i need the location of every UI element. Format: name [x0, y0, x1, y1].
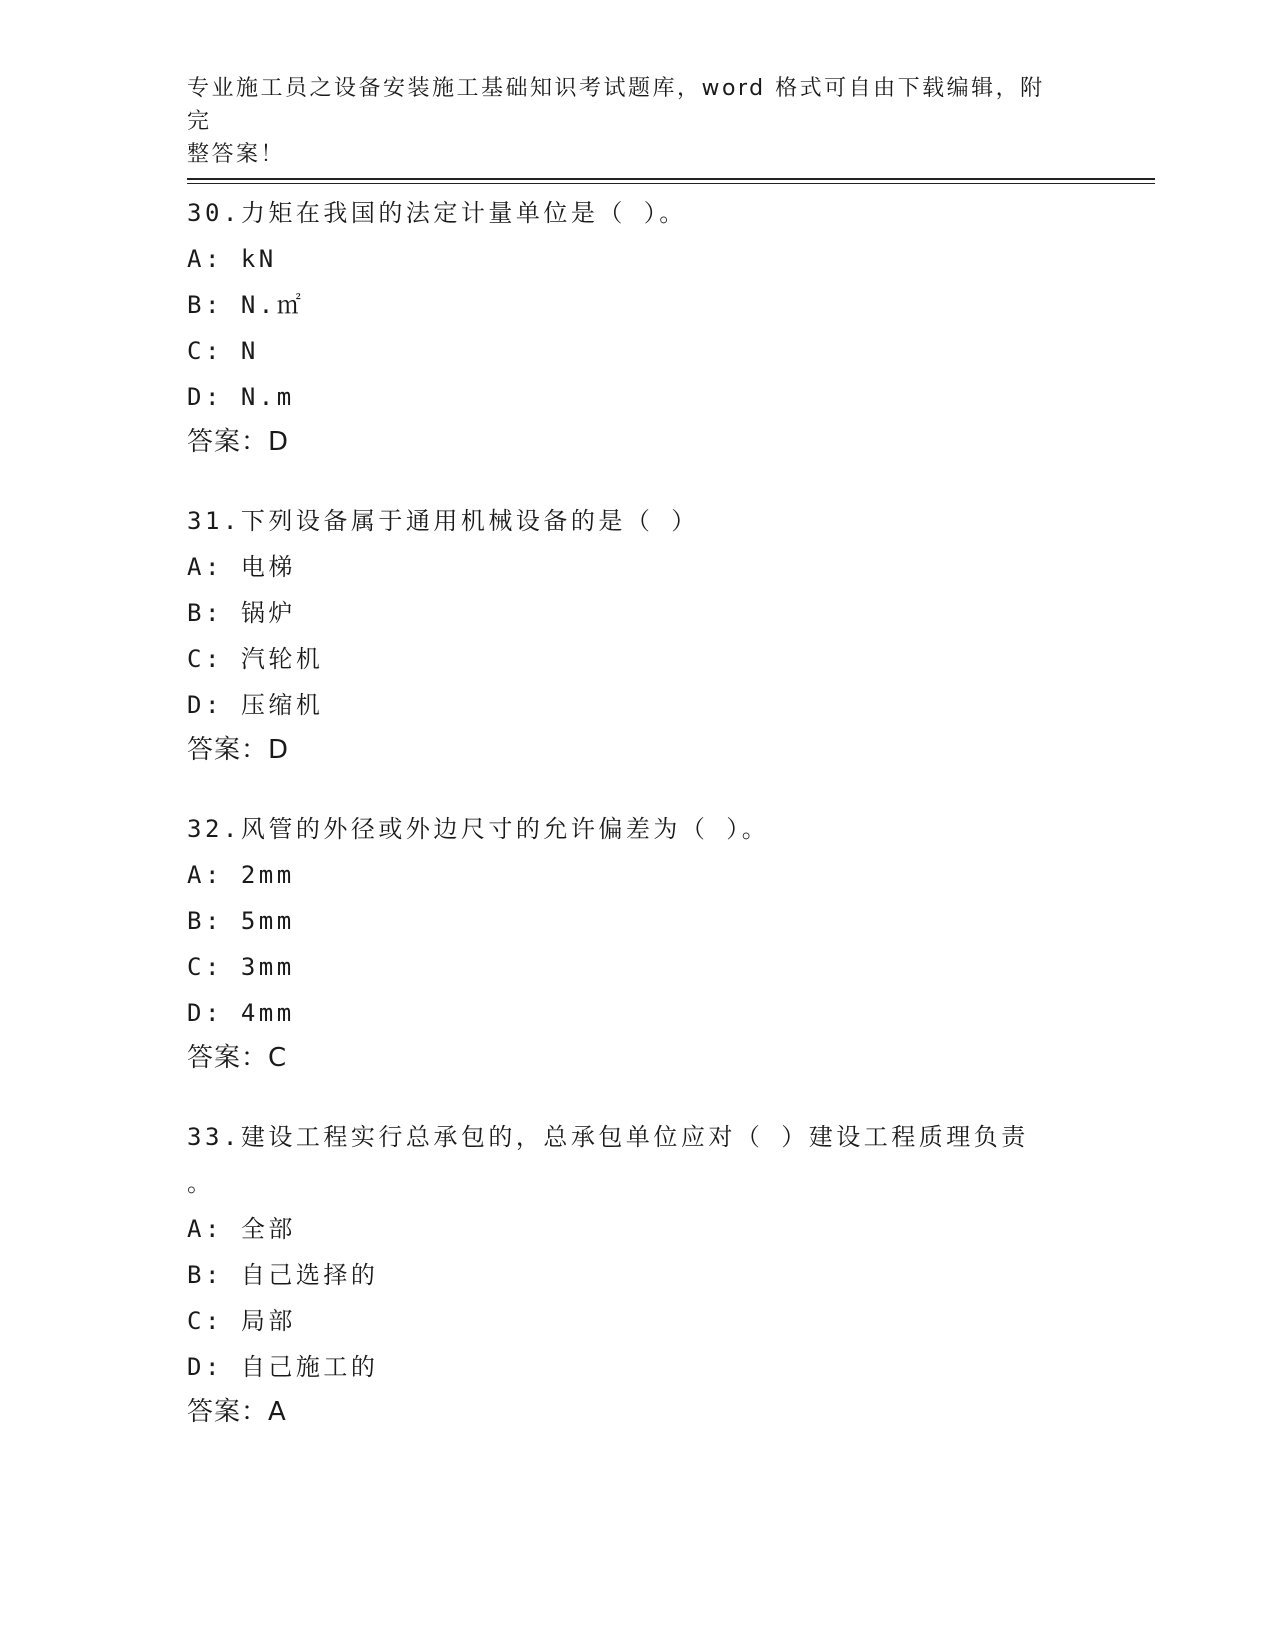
option-c: C: 汽轮机	[187, 645, 324, 673]
option-d: D: N.m	[187, 383, 295, 411]
option-d: D: 4mm	[187, 999, 295, 1027]
option-c: C: 局部	[187, 1307, 296, 1335]
header-divider	[187, 178, 1155, 184]
option-c: C: N	[187, 337, 259, 365]
intro-line-1: 专业施工员之设备安装施工基础知识考试题库，word 格式可自由下载编辑，附完	[187, 76, 1045, 134]
question-stem: 32.风管的外径或外边尺寸的允许偏差为（ ）。	[187, 815, 770, 843]
document-intro	[187, 72, 1067, 171]
question-33	[187, 1114, 1087, 1434]
option-a: A: 全部	[187, 1215, 296, 1243]
option-a: A: kN	[187, 245, 277, 273]
question-stem: 30.力矩在我国的法定计量单位是（ ）。	[187, 199, 687, 227]
option-d: D: 自己施工的	[187, 1353, 379, 1381]
option-d: D: 压缩机	[187, 691, 324, 719]
option-a: A: 2mm	[187, 861, 295, 889]
intro-line-2: 整答案！	[187, 142, 286, 167]
option-b: B: N.㎡	[187, 291, 305, 319]
option-b: B: 自己选择的	[187, 1261, 379, 1289]
question-31	[187, 498, 1087, 772]
question-answer: 答案：D	[187, 427, 290, 457]
question-answer: 答案：D	[187, 735, 290, 765]
question-answer: 答案：A	[187, 1397, 287, 1427]
question-list	[187, 190, 1087, 1468]
question-32	[187, 806, 1087, 1080]
question-30	[187, 190, 1087, 464]
question-answer: 答案：C	[187, 1043, 288, 1073]
question-stem: 33.建设工程实行总承包的，总承包单位应对（ ）建设工程质理负责 。	[187, 1123, 1029, 1197]
option-b: B: 5mm	[187, 907, 295, 935]
option-b: B: 锅炉	[187, 599, 296, 627]
option-a: A: 电梯	[187, 553, 296, 581]
question-stem: 31.下列设备属于通用机械设备的是（ ）	[187, 507, 699, 535]
option-c: C: 3mm	[187, 953, 295, 981]
